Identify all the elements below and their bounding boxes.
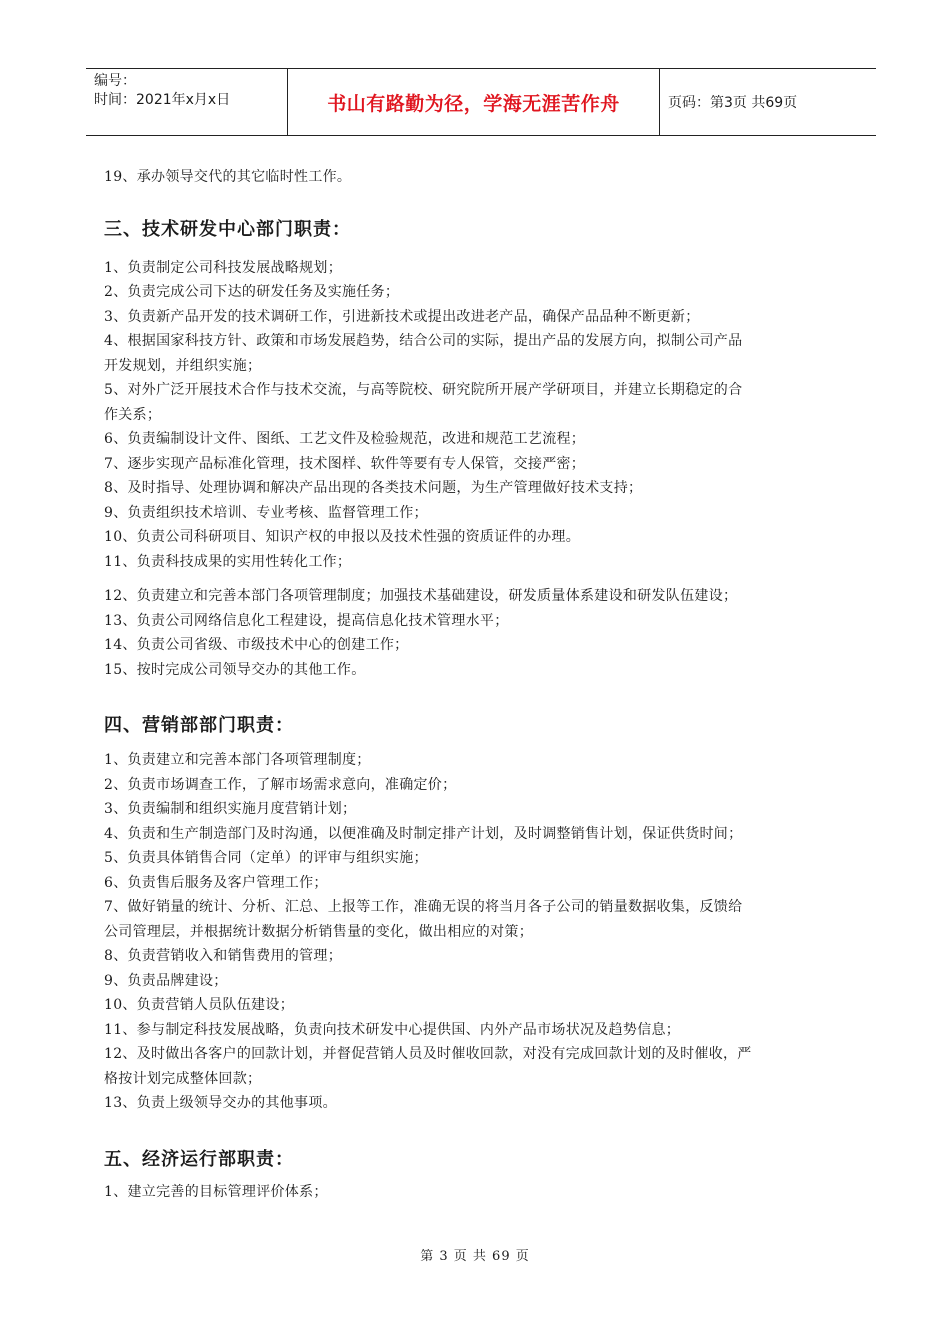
list-item: 作关系； — [104, 406, 162, 423]
list-item: 10、负责公司科研项目、知识产权的申报以及技术性强的资质证件的办理。 — [104, 529, 581, 545]
list-item: 3、负责新产品开发的技术调研工作，引进新技术或提出改进老产品，确保产品品种不断更新； — [104, 308, 700, 325]
list-item: 11、负责科技成果的实用性转化工作； — [104, 553, 352, 570]
list-item: 10、负责营销人员队伍建设； — [104, 997, 295, 1013]
page-footer: 第 3 页 共 69 页 — [420, 1249, 530, 1264]
list-item: 4、负责和生产制造部门及时沟通，以便准确及时制定排产计划，及时调整销售计划，保证供货时间； — [104, 825, 743, 842]
list-item: 1、建立完善的目标管理评价体系； — [104, 1183, 328, 1200]
list-item: 7、逐步实现产品标准化管理，技术图样、软件等要有专人保管，交接严密； — [104, 455, 586, 472]
document-body — [104, 165, 852, 1204]
section-heading-marketing: 四、营销部部门职责： — [104, 715, 294, 736]
list-item: 14、负责公司省级、市级技术中心的创建工作； — [104, 637, 409, 653]
list-item: 7、做好销量的统计、分析、汇总、上报等工作，准确无误的将当月各子公司的销量数据收集，反馈给 — [104, 899, 743, 915]
list-item: 9、负责组织技术培训、专业考核、监督管理工作； — [104, 504, 428, 521]
list-item: 公司管理层，并根据统计数据分析销售量的变化，做出相应的对策； — [104, 923, 533, 940]
section-heading-tech-rd: 三、技术研发中心部门职责： — [104, 218, 351, 240]
header-motto: 书山有路勤为径，学海无涯苦作舟 — [288, 69, 660, 135]
page-header — [86, 68, 876, 136]
list-item: 6、负责编制设计文件、图纸、工艺文件及检验规范，改进和规范工艺流程； — [104, 431, 586, 447]
list-item: 格按计划完成整体回款； — [104, 1070, 262, 1087]
header-meta — [86, 69, 288, 135]
list-item: 13、负责上级领导交办的其他事项。 — [104, 1095, 337, 1111]
paragraph: 19、承办领导交代的其它临时性工作。 — [104, 169, 352, 185]
list-item: 8、负责营销收入和销售费用的管理； — [104, 948, 343, 964]
list-item: 3、负责编制和组织实施月度营销计划； — [104, 801, 357, 817]
header-page-code: 页码：第3页 共69页 — [668, 95, 798, 111]
list-item: 5、负责具体销售合同（定单）的评审与组织实施； — [104, 850, 428, 866]
list-item: 12、负责建立和完善本部门各项管理制度；加强技术基础建设，研发质量体系建设和研发队伍建设； — [104, 588, 738, 604]
list-item: 12、及时做出各客户的回款计划，并督促营销人员及时催收回款，对没有完成回款计划的及时催收，严 — [104, 1046, 752, 1062]
list-item: 11、参与制定科技发展战略，负责向技术研发中心提供国、内外产品市场状况及趋势信息； — [104, 1021, 681, 1038]
header-time-label: 时间：2021年x月x日 — [94, 92, 231, 108]
list-item: 1、负责建立和完善本部门各项管理制度； — [104, 752, 371, 768]
list-item: 1、负责制定公司科技发展战略规划； — [104, 259, 343, 276]
list-item: 4、根据国家科技方针、政策和市场发展趋势，结合公司的实际，提出产品的发展方向，拟制公司产品 — [104, 333, 743, 349]
list-item: 9、负责品牌建设； — [104, 972, 228, 989]
list-item: 5、对外广泛开展技术合作与技术交流，与高等院校、研究院所开展产学研项目，并建立长期稳定的合 — [104, 382, 743, 398]
header-number-label: 编号： — [94, 73, 136, 89]
section-heading-economic-ops: 五、经济运行部职责： — [104, 1148, 294, 1170]
list-item: 15、按时完成公司领导交办的其他工作。 — [104, 661, 366, 678]
list-item: 6、负责售后服务及客户管理工作； — [104, 874, 328, 891]
list-item: 2、负责市场调查工作，了解市场需求意向，准确定价； — [104, 776, 457, 793]
list-item: 8、及时指导、处理协调和解决产品出现的各类技术问题，为生产管理做好技术支持； — [104, 480, 643, 496]
list-item: 13、负责公司网络信息化工程建设，提高信息化技术管理水平； — [104, 612, 509, 629]
list-item: 2、负责完成公司下达的研发任务及实施任务； — [104, 284, 400, 300]
list-item: 开发规划，并组织实施； — [104, 357, 262, 374]
